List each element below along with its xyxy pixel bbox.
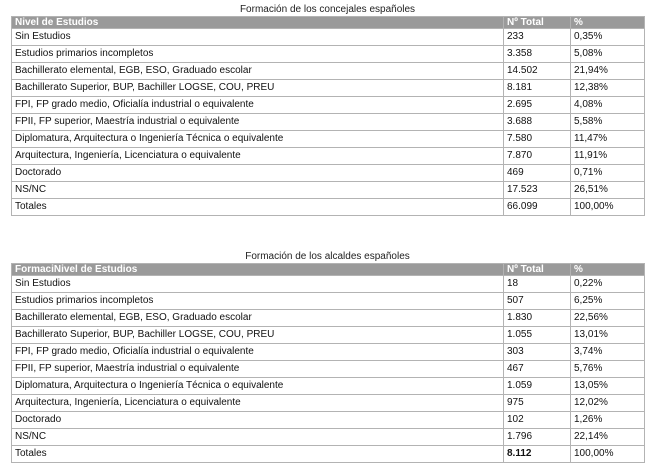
cell-total: 1.055 bbox=[504, 327, 571, 344]
table-row bbox=[12, 114, 645, 131]
cell-nivel-estudios: Estudios primarios incompletos bbox=[12, 46, 504, 63]
cell-nivel-estudios: Doctorado bbox=[12, 165, 504, 182]
cell-nivel-estudios: FPII, FP superior, Maestría industrial o equivalente bbox=[12, 114, 504, 131]
cell-nivel-estudios: Sin Estudios bbox=[12, 276, 504, 293]
cell-total: 3.688 bbox=[504, 114, 571, 131]
totals-row bbox=[12, 199, 645, 216]
cell-percent: 26,51% bbox=[571, 182, 645, 199]
cell-nivel-estudios: Sin Estudios bbox=[12, 29, 504, 46]
cell-total: 233 bbox=[504, 29, 571, 46]
cell-percent: 5,76% bbox=[571, 361, 645, 378]
table-row bbox=[12, 310, 645, 327]
header-nivel-estudios: FormaciNivel de Estudios bbox=[12, 264, 504, 276]
header-nivel-estudios: Nivel de Estudios bbox=[12, 17, 504, 29]
cell-nivel-estudios: NS/NC bbox=[12, 429, 504, 446]
cell-total: 8.112 bbox=[504, 446, 571, 463]
cell-percent: 0,22% bbox=[571, 276, 645, 293]
cell-total: 14.502 bbox=[504, 63, 571, 80]
alcaldes-section bbox=[11, 251, 644, 463]
cell-percent: 11,91% bbox=[571, 148, 645, 165]
cell-total: 507 bbox=[504, 293, 571, 310]
cell-total: 975 bbox=[504, 395, 571, 412]
cell-nivel-estudios: Bachillerato elemental, EGB, ESO, Graduado escolar bbox=[12, 63, 504, 80]
cell-nivel-estudios: FPI, FP grado medio, Oficialía industrial o equivalente bbox=[12, 97, 504, 114]
cell-total: 17.523 bbox=[504, 182, 571, 199]
cell-nivel-estudios: Diplomatura, Arquitectura o Ingeniería Técnica o equivalente bbox=[12, 131, 504, 148]
cell-percent: 12,02% bbox=[571, 395, 645, 412]
cell-nivel-estudios: Bachillerato Superior, BUP, Bachiller LOGSE, COU, PREU bbox=[12, 80, 504, 97]
cell-nivel-estudios: Doctorado bbox=[12, 412, 504, 429]
cell-percent: 12,38% bbox=[571, 80, 645, 97]
concejales-table-title: Formación de los concejales españoles bbox=[239, 4, 416, 15]
table-row bbox=[12, 327, 645, 344]
header-total: Nº Total bbox=[504, 17, 571, 29]
cell-total: 102 bbox=[504, 412, 571, 429]
table-row bbox=[12, 165, 645, 182]
cell-percent: 21,94% bbox=[571, 63, 645, 80]
table-row bbox=[12, 395, 645, 412]
cell-total: 8.181 bbox=[504, 80, 571, 97]
table-row bbox=[12, 344, 645, 361]
cell-total: 467 bbox=[504, 361, 571, 378]
cell-nivel-estudios: FPI, FP grado medio, Oficialía industrial o equivalente bbox=[12, 344, 504, 361]
cell-total: 7.870 bbox=[504, 148, 571, 165]
cell-percent: 22,14% bbox=[571, 429, 645, 446]
cell-total: 303 bbox=[504, 344, 571, 361]
cell-total: 66.099 bbox=[504, 199, 571, 216]
table-row bbox=[12, 131, 645, 148]
concejales-table bbox=[11, 16, 645, 216]
cell-total: 7.580 bbox=[504, 131, 571, 148]
alcaldes-table bbox=[11, 263, 645, 463]
cell-nivel-estudios: Diplomatura, Arquitectura o Ingeniería Técnica o equivalente bbox=[12, 378, 504, 395]
cell-total: 1.059 bbox=[504, 378, 571, 395]
cell-nivel-estudios: NS/NC bbox=[12, 182, 504, 199]
table-row bbox=[12, 412, 645, 429]
cell-nivel-estudios: Bachillerato elemental, EGB, ESO, Graduado escolar bbox=[12, 310, 504, 327]
cell-percent: 13,05% bbox=[571, 378, 645, 395]
cell-percent: 0,35% bbox=[571, 29, 645, 46]
table-header-row bbox=[12, 264, 645, 276]
cell-percent: 1,26% bbox=[571, 412, 645, 429]
cell-nivel-estudios: Totales bbox=[12, 199, 504, 216]
cell-percent: 11,47% bbox=[571, 131, 645, 148]
header-percent: % bbox=[571, 17, 645, 29]
cell-percent: 5,08% bbox=[571, 46, 645, 63]
cell-nivel-estudios: Arquitectura, Ingeniería, Licenciatura o equivalente bbox=[12, 395, 504, 412]
table-row bbox=[12, 429, 645, 446]
alcaldes-table-title: Formación de los alcaldes españoles bbox=[245, 251, 410, 262]
table-row bbox=[12, 63, 645, 80]
table-header-row bbox=[12, 17, 645, 29]
table-row bbox=[12, 29, 645, 46]
cell-total: 18 bbox=[504, 276, 571, 293]
cell-nivel-estudios: Bachillerato Superior, BUP, Bachiller LOGSE, COU, PREU bbox=[12, 327, 504, 344]
concejales-section bbox=[11, 4, 644, 216]
cell-percent: 3,74% bbox=[571, 344, 645, 361]
table-row bbox=[12, 276, 645, 293]
cell-total: 469 bbox=[504, 165, 571, 182]
table-row bbox=[12, 46, 645, 63]
table-row bbox=[12, 378, 645, 395]
cell-percent: 22,56% bbox=[571, 310, 645, 327]
cell-total: 3.358 bbox=[504, 46, 571, 63]
cell-percent: 100,00% bbox=[571, 199, 645, 216]
cell-percent: 5,58% bbox=[571, 114, 645, 131]
table-row bbox=[12, 293, 645, 310]
table-row bbox=[12, 80, 645, 97]
cell-percent: 6,25% bbox=[571, 293, 645, 310]
cell-nivel-estudios: Arquitectura, Ingeniería, Licenciatura o equivalente bbox=[12, 148, 504, 165]
cell-percent: 4,08% bbox=[571, 97, 645, 114]
table-row bbox=[12, 148, 645, 165]
cell-nivel-estudios: Estudios primarios incompletos bbox=[12, 293, 504, 310]
cell-total: 1.830 bbox=[504, 310, 571, 327]
cell-nivel-estudios: Totales bbox=[12, 446, 504, 463]
table-row bbox=[12, 361, 645, 378]
cell-percent: 0,71% bbox=[571, 165, 645, 182]
table-row bbox=[12, 97, 645, 114]
header-percent: % bbox=[571, 264, 645, 276]
totals-row bbox=[12, 446, 645, 463]
cell-total: 2.695 bbox=[504, 97, 571, 114]
table-row bbox=[12, 182, 645, 199]
cell-total: 1.796 bbox=[504, 429, 571, 446]
cell-nivel-estudios: FPII, FP superior, Maestría industrial o equivalente bbox=[12, 361, 504, 378]
header-total: Nº Total bbox=[504, 264, 571, 276]
cell-percent: 100,00% bbox=[571, 446, 645, 463]
cell-percent: 13,01% bbox=[571, 327, 645, 344]
